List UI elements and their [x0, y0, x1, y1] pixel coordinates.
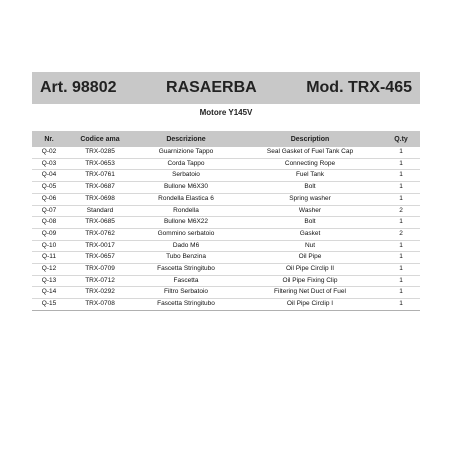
table-row	[32, 275, 420, 287]
cell-description: Nut	[304, 241, 316, 249]
cell-code: TRX-0712	[85, 276, 115, 284]
cell-code: TRX-0708	[85, 300, 115, 308]
cell-descrizione: Bullone M6X30	[163, 183, 209, 191]
cell-qty: 1	[399, 148, 403, 155]
engine-subtitle: Motore Y145V	[199, 108, 253, 117]
cell-description: Oil Pipe Circlip I	[286, 300, 334, 308]
cell-code: TRX-0285	[85, 148, 115, 155]
cell-nr: Q-12	[41, 265, 57, 273]
cell-qty: 1	[399, 194, 403, 202]
cell-nr: Q-03	[41, 159, 57, 167]
cell-descrizione: Corda Tappo	[167, 159, 205, 167]
product-name: RASAERBA	[166, 79, 257, 96]
cell-descrizione: Rondella Elastica 6	[158, 194, 214, 202]
cell-nr: Q-08	[41, 218, 57, 226]
cell-qty: 1	[399, 171, 403, 179]
article-number: Art. 98802	[40, 79, 117, 96]
cell-description: Oil Pipe Fixing Clip	[282, 276, 338, 284]
cell-qty: 1	[399, 241, 403, 249]
cell-nr: Q-07	[41, 206, 57, 214]
parts-table	[32, 131, 420, 311]
cell-qty: 1	[399, 218, 403, 226]
cell-nr: Q-02	[41, 148, 57, 155]
cell-nr: Q-13	[41, 276, 57, 284]
cell-descrizione: Filtro Serbatoio	[163, 288, 209, 296]
column-header-nr: Nr.	[32, 131, 66, 147]
cell-code: TRX-0653	[85, 159, 115, 167]
cell-code: TRX-0761	[85, 171, 115, 179]
cell-code: Standard	[86, 206, 114, 214]
table-row	[32, 240, 420, 252]
column-header-qty: Q.ty	[382, 131, 420, 147]
parts-table-body	[32, 147, 420, 310]
cell-qty: 2	[399, 206, 403, 214]
table-row	[32, 205, 420, 217]
cell-description: Gasket	[299, 229, 321, 237]
table-row	[32, 299, 420, 311]
table-row	[32, 158, 420, 170]
cell-code: TRX-0685	[85, 218, 115, 226]
cell-descrizione: Bullone M6X22	[163, 218, 209, 226]
cell-qty: 1	[399, 253, 403, 261]
cell-code: TRX-0762	[85, 229, 115, 237]
cell-qty: 1	[399, 276, 403, 284]
cell-code: TRX-0698	[85, 194, 115, 202]
cell-nr: Q-06	[41, 194, 57, 202]
model-number: Mod. TRX-465	[306, 79, 412, 96]
cell-nr: Q-11	[42, 253, 56, 261]
column-header-descrizione: Descrizione	[134, 131, 238, 147]
cell-description: Bolt	[304, 218, 316, 226]
cell-descrizione: Fascetta Stringitubo	[157, 265, 215, 273]
table-row	[32, 182, 420, 194]
table-row	[32, 193, 420, 205]
cell-nr: Q-10	[41, 241, 57, 249]
cell-descrizione: Rondella	[173, 206, 199, 214]
cell-code: TRX-0709	[85, 265, 115, 273]
cell-description: Oil Pipe Circlip II	[285, 265, 335, 273]
cell-nr: Q-15	[41, 300, 57, 308]
cell-nr: Q-05	[41, 183, 57, 191]
cell-descrizione: Dado M6	[172, 241, 200, 249]
cell-description: Filtering Net Duct of Fuel	[274, 288, 346, 296]
cell-code: TRX-0657	[85, 253, 115, 261]
table-row	[32, 228, 420, 240]
cell-description: Spring washer	[289, 194, 331, 202]
cell-qty: 1	[399, 288, 403, 296]
table-row	[32, 170, 420, 182]
cell-qty: 1	[399, 159, 403, 167]
table-row	[32, 147, 420, 158]
column-header-description: Description	[238, 131, 382, 147]
cell-qty: 2	[399, 229, 403, 237]
cell-descrizione: Guarnizione Tappo	[158, 148, 214, 155]
table-row	[32, 217, 420, 229]
table-row	[32, 264, 420, 276]
cell-nr: Q-04	[41, 171, 57, 179]
cell-description: Fuel Tank	[295, 171, 325, 179]
parts-table-header	[32, 131, 420, 147]
header-row	[32, 131, 420, 147]
table-row	[32, 287, 420, 299]
cell-descrizione: Fascetta	[173, 276, 199, 284]
cell-descrizione: Tubo Benzina	[166, 253, 206, 261]
cell-nr: Q-14	[41, 288, 57, 296]
table-row	[32, 252, 420, 264]
cell-descrizione: Serbatoio	[172, 171, 200, 179]
cell-code: TRX-0292	[85, 288, 115, 296]
cell-description: Connecting Rope	[284, 159, 336, 167]
cell-qty: 1	[399, 265, 403, 273]
cell-description: Washer	[298, 206, 322, 214]
cell-description: Bolt	[304, 183, 316, 191]
cell-nr: Q-09	[41, 229, 57, 237]
cell-descrizione: Fascetta Stringitubo	[157, 300, 215, 308]
cell-description: Seal Gasket of Fuel Tank Cap	[266, 148, 354, 155]
cell-qty: 1	[399, 300, 403, 308]
cell-code: TRX-0687	[85, 183, 115, 191]
column-header-code: Codice ama	[66, 131, 134, 147]
cell-description: Oil Pipe	[298, 253, 322, 261]
title-bar	[32, 72, 420, 104]
cell-code: TRX-0017	[85, 241, 115, 249]
cell-descrizione: Gommino serbatoio	[157, 229, 215, 237]
cell-qty: 1	[399, 183, 403, 191]
